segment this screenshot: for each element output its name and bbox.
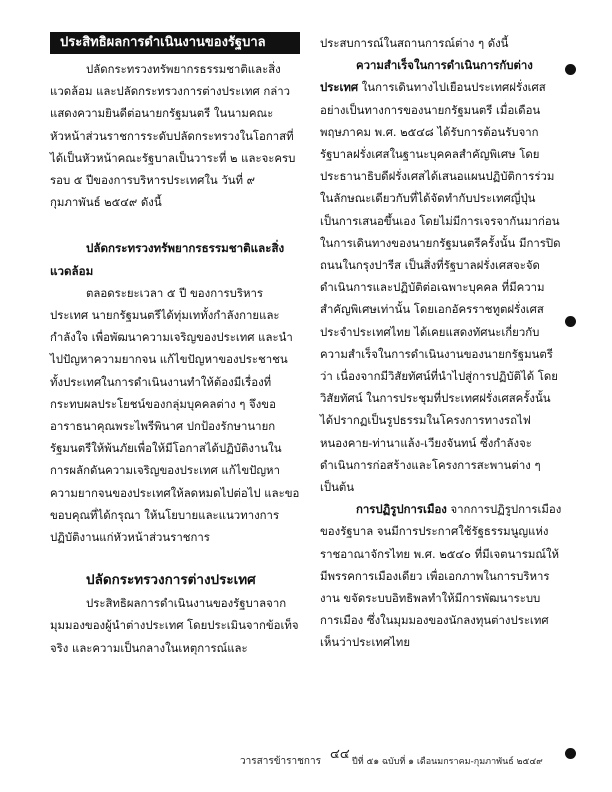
- left-column: [50, 32, 300, 659]
- section-heading-foreign-affairs: ปลัดกระทรวงการต่างประเทศ: [86, 572, 256, 589]
- political-reform-heading: การปฏิรูปการเมือง: [356, 502, 447, 517]
- binder-hole-top: [565, 64, 576, 75]
- footer-journal-name: วารสารข้าราชการ: [240, 756, 321, 767]
- page-footer: [0, 747, 612, 770]
- section-heading-natural-resources: ปลัดกระทรวงทรัพยากรธรรมชาติและสิ่งแวดล้อม: [50, 241, 285, 278]
- section-title-banner: ประสิทธิผลการดำเนินงานของรัฐบาล: [50, 32, 300, 54]
- intro-paragraph: ปลัดกระทรวงทรัพยากรธรรมชาติและสิ่งแวดล้อม และปลัดกระทรวงการต่างประเทศ กล่าวแสดงความยินดีต่อนายกรัฐมนตรี ในนามคณะหัวหน้าส่วนราชการระดับปลัดกระทรวงในโอกาสที่ได้เป็นหัวหน้าคณะรัฐบาลเป็นวาระที่ ๒ และจะครบรอบ ๕ ปีของการบริหารประเทศใน วันที่ ๙ กุมภาพันธ์ ๒๕๔๙ ดังนี้: [50, 62, 296, 210]
- political-reform-text: จากการปฏิรูปการเมืองของรัฐบาล จนมีการประกาศใช้รัฐธรรมนูญแห่งราชอาณาจักรไทย พ.ศ. ๒๕๔๐ ที่มีเจตนารมณ์ให้มีพรรคการเมืองเดียว เพื่อเอกภาพในการบริหารงาน ขจัดระบบอิทธิพลทำให้มีการพัฒนาระบบการเมือง ซึ่งในมุมมองของนักลงทุนต่างประเทศ เห็นว่าประเทศไทย: [320, 502, 562, 650]
- foreign-success-text: ในการเดินทางไปเยือนประเทศฝรั่งเศสอย่างเป็นทางการของนายกรัฐมนตรี เมื่อเดือนพฤษภาคม พ.ศ. ๒๕๔๘ ได้รับการต้อนรับจากรัฐบาลฝรั่งเศสในฐานะบุคคลสำคัญพิเศษ โดยประธานาธิบดีฝรั่งเศสได้เสนอแผนปฏิบัติการร่วมในลักษณะเดียวกับที่ได้จัดทำกับประเทศญี่ปุ่นเป็นการเสนอขึ้นเอง โดยไม่มีการเจรจากันมาก่อนในการเดินทางของนายกรัฐมนตรีครั้งนั้น มีการปิดถนนในกรุงปารีส เป็นสิ่งที่รัฐบาลฝรั่งเศสจะจัดดำเนินการและปฏิบัติต่อเฉพาะบุคคล ที่มีความสำคัญพิเศษเท่านั้น โดยเอกอัครราชทูตฝรั่งเศสประจำประเทศไทย ได้เคยแสดงทัศนะเกี่ยวกับความสำเร็จในการดำเนินงานของนายกรัฐมนตรีว่า เนื่องจากมีวิสัยทัศน์ที่นำไปสู่การปฏิบัติได้ โดยวิสัยทัศน์ ในการประชุมที่ประเทศฝรั่งเศสครั้งนั้น ได้ปรากฏเป็นรูปธรรมในโครงการทางรถไฟหนองคาย-ท่านาแล้ง-เวียงจันทน์ ซึ่งกำลังจะดำเนินการก่อสร้างและโครงการสะพานต่าง ๆ เป็นต้น: [320, 80, 561, 495]
- right-column: [320, 32, 562, 654]
- political-reform-paragraph: [320, 498, 562, 653]
- footer-page-number: ๔๔: [330, 747, 350, 762]
- binder-hole-middle: [565, 316, 576, 327]
- footer-issue-info: ปีที่ ๕๑ ฉบับที่ ๑ เดือนมกราคม-กุมภาพันธ์ ๒๕๔๙: [352, 757, 543, 767]
- foreign-affairs-paragraph: ประสิทธิผลการดำเนินงานของรัฐบาลจากมุมมองของผู้นำต่างประเทศ โดยประเมินจากข้อเท็จจริง และความเป็นกลางในเหตุการณ์และ: [50, 596, 299, 655]
- natural-resources-paragraph: ตลอดระยะเวลา ๕ ปี ของการบริหารประเทศ นายกรัฐมนตรีได้ทุ่มเททั้งกำลังกายและกำลังใจ เพื่อพัฒนาความเจริญของประเทศ และนำไปปัญหาความยากจน แก้ไขปัญหาของประชาชนทั้งประเทศในการดำเนินงานทำให้ต้องมีเรื่องที่กระทบผลประโยชน์ของกลุ่มบุคคลต่าง ๆ จึงขออาราธนาคุณพระไพรีพินาศ ปกป้องรักษานายกรัฐมนตรีให้พ้นภัยเพื่อให้มีโอกาสได้ปฏิบัติงานในการผลักดันความเจริญของประเทศ แก้ไขปัญหาความยากจนของประเทศให้ลดหมดไปต่อไป และขอขอบคุณที่ได้กรุณา ให้นโยบายและแนวทางการปฏิบัติงานแก่หัวหน้าส่วนราชการ: [50, 285, 300, 545]
- foreign-success-paragraph: [320, 54, 562, 498]
- continued-paragraph: ประสบการณ์ในสถานการณ์ต่าง ๆ ดังนี้: [320, 36, 509, 50]
- foreign-success-heading: ความสำเร็จในการดำเนินการกับต่างประเทศ: [320, 58, 533, 95]
